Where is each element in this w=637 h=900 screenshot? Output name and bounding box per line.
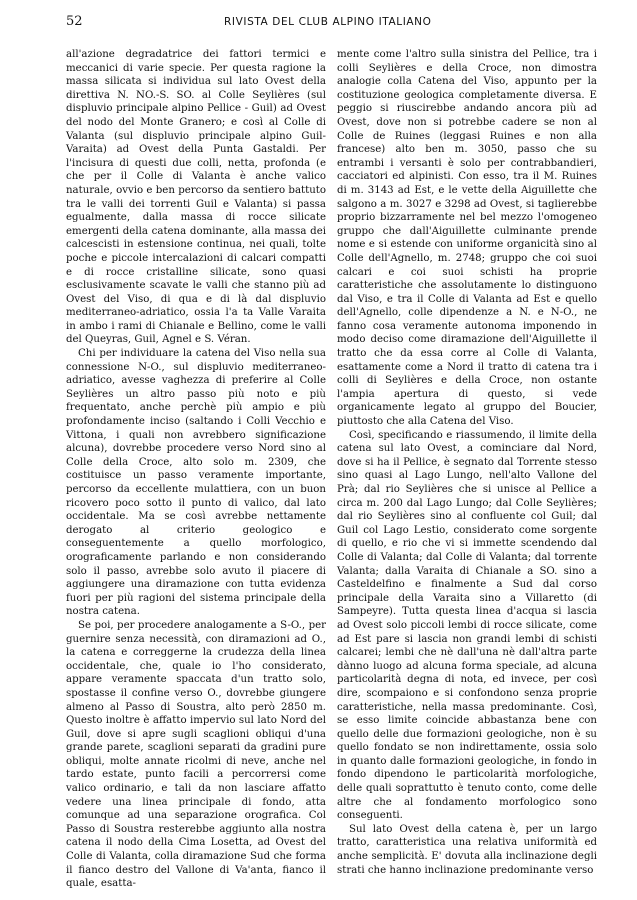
page-number: 52 xyxy=(66,14,83,29)
paragraph: Se poi, per procedere analogamente a S-O., per guernire senza necessità, con diramazioni ad O., la catena e correggerne la crudezza della linea occidentale, che, quale io l'ho considerato, appare veramente spaccata d'un tratto solo, spostasse il confine verso O., dovrebbe giungere almeno al Passo di Soustra, alto però 2850 m. Questo inoltre è affatto impervio sul lato Nord del Guil, dove si apre sugli scaglioni obliqui d'una grande parete, scaglioni separati da gradini pure obliqui, molte annate ricolmi di neve, anche nel tardo estate, punto facili a percorrersi come valico ordinario, e tali da non lasciare affatto vedere una linea principale di fondo, atta comunque ad una separazione orografica. Col Passo di Soustra resterebbe aggiunto alla nostra catena il nodo della Cima Losetta, ad Ovest del Colle di Valanta, colla diramazione Sud che forma il fianco destro del Vallone di Va'anta, fianco il quale, esatta- xyxy=(66,619,326,890)
paragraph: Chi per individuare la catena del Viso nella sua connessione N-O., sul displuvio mediterraneo-adriatico, avesse vaghezza di preferire al Colle Seylières un altro passo più noto e più frequentato, anche perchè più ampio e più profondamente inciso (saltando i Colli Vecchio e Vittona, i quali non avrebbero significazione alcuna), dovrebbe procedere verso Nord sino al Colle della Croce, alto solo m. 2309, che costituisce un passo veramente importante, percorso da eccellente mulattiera, con un buon ricovero poco sotto il punto di valico, dal lato occidentale. Ma se così avrebbe nettamente derogato al criterio geologico e conseguentemente a quello morfologico, orograficamente parlando e non considerando solo il passo, avrebbe solo avuto il piacere di aggiungere una diramazione con tutta evidenza fuori per più ragioni del sistema principale della nostra catena. xyxy=(66,348,326,618)
paragraph: Sul lato Ovest della catena è, per un largo tratto, caratteristica una relativa uniformità ed anche semplicità. E' dovuta alla inclinazione degli strati che hanno inclinazione predominante verso xyxy=(337,823,597,876)
running-title: RIVISTA DEL CLUB ALPINO ITALIANO xyxy=(224,16,432,28)
left-column xyxy=(66,48,326,891)
paragraph: Così, specificando e riassumendo, il limite della catena sul lato Ovest, a cominciare dal Nord, dove si ha il Pellice, è segnato dal Torrente stesso sino quasi al Lago Lungo, nell'alto Vallone del Prà; dal rio Seylières che si unisce al Pellice a circa m. 200 dal Lago Lungo; dal Colle Seylières; dal rio Seylières sino al confluente col Guil; dal Guil col Lago Lestio, considerato come sorgente di quello, e rio che vi si immette scendendo dal Colle di Valanta; dal Colle di Valanta; dal torrente Valanta; dalla Varaita di Chianale a SO. sino a Casteldelfino e finalmente a Sud dal corso principale della Varaita sino a Villaretto (di Sampeyre). Tutta questa linea d'acqua si lascia ad Ovest solo piccoli lembi di rocce silicate, come ad Est pare si lascia non grandi lembi di schisti calcarei; lembi che nè dall'una nè dall'altra parte dànno luogo ad alcuna forma speciale, ad alcuna particolarità degna di nota, ed invece, per così dire, scompaiono e si confondono senza proprie caratteristiche, nella massa predominante. Così, se esso limite coincide abbastanza bene con quello delle due formazioni geologiche, non è su quello fondato se non indirettamente, ossia solo in quanto dalle formazioni geologiche, in fondo in fondo dipendono le particolarità morfologiche, delle quali soprattutto è tenuto conto, come delle altre che al fondamento morfologico sono conseguenti. xyxy=(337,429,597,822)
paragraph: all'azione degradatrice dei fattori termici e meccanici di varie specie. Per questa ragione la massa silicata si individua sul lato Ovest della direttiva N. NO.-S. SO. al Colle Seylières (sul displuvio principale alpino Pellice - Guil) ad Ovest del nodo del Monte Granero; e così al Colle di Valanta (sul displuvio principale alpino Guil-Varaita) ad Ovest della Punta Gastaldi. Per l'incisura di questi due colli, netta, profonda (e che per il Colle di Valanta è anche valico naturale, ovvio e ben percorso da sentiero battuto tra le valli dei torrenti Guil e Valanta) si passa egualmente, dalla massa di rocce silicate emergenti della catena dominante, alla massa dei calcescisti in estensione continua, nei quali, tolte poche e piccole intercalazioni di calcari compatti e di rocce cristalline silicate, sono quasi esclusivamente scavate le valli che stanno più ad Ovest del Viso, di qua e di là dal displuvio mediterraneo-adriatico, ossia l'a ta Valle Varaita in ambo i rami di Chianale e Bellino, come le valli del Queyras, Guil, Agnel e S. Véran. xyxy=(66,49,326,346)
page-header xyxy=(66,14,596,34)
paragraph: mente come l'altro sulla sinistra del Pellice, tra i colli Seylières e della Croce, non dimostra analogie colla Catena del Viso, appunto per la costituzione geologica completamente diversa. E peggio si riuscirebbe andando ancora più ad Ovest, dove non si potrebbe cadere se non al Colle de Ruines (leggasi Ruines e non alla francese) alto ben m. 3050, passo che su entrambi i versanti è solo per contrabbandieri, cacciatori ed alpinisti. Con esso, tra il M. Ruines di m. 3143 ad Est, e le vette della Aiguillette che salgono a m. 3027 e 3298 ad Ovest, si taglierebbe proprio bizzarramente nel bel mezzo l'omogeneo gruppo che dall'Aiguillette culminante prende nome e si estende con uniforme organicità sino al Colle dell'Agnello, m. 2748; gruppo che coi suoi calcari e coi suoi schisti ha proprie caratteristiche che assolutamente lo distinguono dal Viso, e tra il Colle di Valanta ad Est e quello dell'Agnello, colle dipendenze a N. e N-O., ne fanno cosa veramente autonoma imponendo in modo deciso come diramazione dell'Aiguillette il tratto che da essa corre al Colle di Valanta, esattamente come a Nord il tratto di catena tra i colli di Seylières e della Croce, non ostante l'ampia apertura di questo, si vede organicamente legato al gruppo del Boucier, piuttosto che alla Catena del Viso. xyxy=(337,49,597,428)
right-column xyxy=(337,48,597,877)
